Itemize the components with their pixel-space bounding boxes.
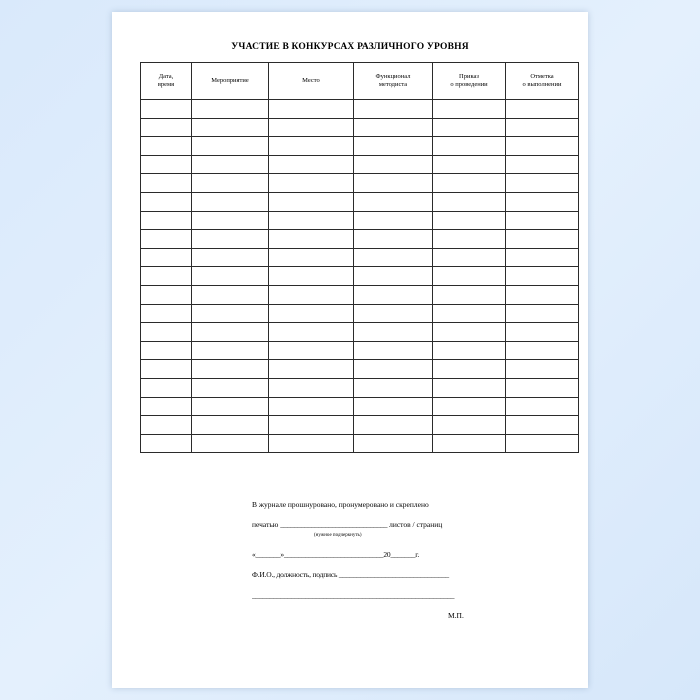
certification-seal-fill: _______________________________	[280, 520, 388, 530]
table-cell[interactable]	[354, 174, 433, 193]
table-cell[interactable]	[269, 155, 354, 174]
table-cell[interactable]	[354, 230, 433, 249]
table-cell[interactable]	[141, 211, 192, 230]
table-cell[interactable]	[506, 304, 579, 323]
table-row	[141, 360, 579, 379]
table-header	[141, 63, 579, 100]
table-cell[interactable]	[433, 100, 506, 119]
column-header-function-line1: Функционал	[375, 72, 411, 80]
table-cell[interactable]	[433, 304, 506, 323]
table-cell[interactable]	[192, 323, 269, 342]
table-cell[interactable]	[141, 230, 192, 249]
table-cell[interactable]	[192, 397, 269, 416]
table-cell[interactable]	[192, 192, 269, 211]
table-cell[interactable]	[506, 397, 579, 416]
table-row	[141, 100, 579, 119]
table-row	[141, 211, 579, 230]
table-row	[141, 341, 579, 360]
column-header-order-line1: Приказ	[459, 72, 479, 80]
table-cell[interactable]	[506, 285, 579, 304]
column-header-date-line1: Дата,	[158, 72, 174, 80]
table-cell[interactable]	[354, 248, 433, 267]
column-header-date	[141, 63, 192, 100]
table-row	[141, 267, 579, 286]
table-cell[interactable]	[192, 416, 269, 435]
table-cell[interactable]	[269, 323, 354, 342]
certification-signature-line: Ф.И.О., должность, подпись _______________________________	[252, 570, 449, 580]
table-cell[interactable]	[433, 397, 506, 416]
table-cell[interactable]	[192, 434, 269, 453]
certification-seal-label: печатью	[252, 520, 279, 530]
table-cell[interactable]	[141, 360, 192, 379]
stamp-placeholder: М.П.	[448, 610, 464, 620]
table-row	[141, 285, 579, 304]
table-header-row	[141, 63, 579, 100]
table-cell[interactable]	[433, 323, 506, 342]
document-page	[112, 12, 588, 688]
journal-table	[140, 62, 579, 453]
table-cell[interactable]	[141, 118, 192, 137]
table-row	[141, 397, 579, 416]
table-cell[interactable]	[269, 211, 354, 230]
table-cell[interactable]	[354, 118, 433, 137]
table-body	[141, 100, 579, 453]
certification-line-1: В журнале прошнуровано, пронумеровано и скреплено	[252, 500, 429, 509]
column-header-place	[269, 63, 354, 100]
table-cell[interactable]	[269, 174, 354, 193]
table-cell[interactable]	[433, 118, 506, 137]
table-cell[interactable]	[433, 211, 506, 230]
table-cell[interactable]	[506, 100, 579, 119]
table-cell[interactable]	[354, 304, 433, 323]
table-cell[interactable]	[192, 378, 269, 397]
table-cell[interactable]	[433, 378, 506, 397]
table-cell[interactable]	[192, 341, 269, 360]
table-cell[interactable]	[141, 416, 192, 435]
table-cell[interactable]	[269, 416, 354, 435]
table-cell[interactable]	[192, 155, 269, 174]
table-cell[interactable]	[269, 100, 354, 119]
certification-blank-line: _________________________________________________________	[252, 590, 455, 600]
table-cell[interactable]	[506, 118, 579, 137]
table-cell[interactable]	[506, 378, 579, 397]
table-row	[141, 118, 579, 137]
table-cell[interactable]	[433, 267, 506, 286]
table-cell[interactable]	[192, 285, 269, 304]
table-cell[interactable]	[354, 323, 433, 342]
table-row	[141, 304, 579, 323]
table-cell[interactable]	[192, 137, 269, 156]
table-cell[interactable]	[354, 211, 433, 230]
table-cell[interactable]	[506, 434, 579, 453]
column-header-place-line1: Место	[302, 76, 320, 84]
table-cell[interactable]	[433, 285, 506, 304]
table-cell[interactable]	[506, 230, 579, 249]
page-title: УЧАСТИЕ В КОНКУРСАХ РАЗЛИЧНОГО УРОВНЯ	[231, 42, 469, 52]
table-cell[interactable]	[433, 341, 506, 360]
table-cell[interactable]	[354, 100, 433, 119]
table-cell[interactable]	[192, 248, 269, 267]
column-header-order-line2: о проведении	[450, 81, 488, 88]
table-cell[interactable]	[433, 174, 506, 193]
table-cell[interactable]	[433, 416, 506, 435]
table-cell[interactable]	[433, 155, 506, 174]
table-cell[interactable]	[269, 378, 354, 397]
table-row	[141, 192, 579, 211]
table-row	[141, 323, 579, 342]
certification-date-line: «_______»____________________________20_______г.	[252, 550, 420, 559]
table-cell[interactable]	[141, 341, 192, 360]
column-header-date-line2: время	[157, 81, 175, 88]
table-row	[141, 416, 579, 435]
table-cell[interactable]	[354, 378, 433, 397]
column-header-function-line2: методиста	[378, 81, 408, 88]
table-cell[interactable]	[506, 416, 579, 435]
table-cell[interactable]	[433, 137, 506, 156]
certification-sheets-label: листов / страниц	[389, 520, 443, 530]
table-cell[interactable]	[141, 323, 192, 342]
table-cell[interactable]	[506, 248, 579, 267]
table-cell[interactable]	[506, 267, 579, 286]
table-row	[141, 230, 579, 249]
table-cell[interactable]	[354, 360, 433, 379]
table-cell[interactable]	[506, 360, 579, 379]
table-cell[interactable]	[141, 155, 192, 174]
table-cell[interactable]	[141, 174, 192, 193]
table-cell[interactable]	[354, 267, 433, 286]
table-row	[141, 174, 579, 193]
journal-table-container	[140, 62, 560, 453]
table-cell[interactable]	[141, 397, 192, 416]
table-cell[interactable]	[192, 118, 269, 137]
table-cell[interactable]	[269, 192, 354, 211]
table-cell[interactable]	[269, 137, 354, 156]
table-row	[141, 434, 579, 453]
column-header-event-line1: Мероприятие	[211, 76, 249, 84]
table-cell[interactable]	[141, 267, 192, 286]
table-row	[141, 137, 579, 156]
certification-line-2	[252, 519, 552, 530]
column-header-event	[192, 63, 269, 100]
table-cell[interactable]	[506, 192, 579, 211]
table-cell[interactable]	[141, 285, 192, 304]
table-cell[interactable]	[269, 285, 354, 304]
table-cell[interactable]	[269, 341, 354, 360]
table-cell[interactable]	[433, 434, 506, 453]
table-row	[141, 378, 579, 397]
table-cell[interactable]	[433, 360, 506, 379]
column-header-completion-line1: Отметка	[530, 72, 554, 80]
table-cell[interactable]	[192, 211, 269, 230]
table-cell[interactable]	[354, 285, 433, 304]
table-cell[interactable]	[354, 434, 433, 453]
table-cell[interactable]	[269, 360, 354, 379]
table-cell[interactable]	[354, 155, 433, 174]
table-cell[interactable]	[192, 267, 269, 286]
table-cell[interactable]	[269, 304, 354, 323]
table-cell[interactable]	[433, 192, 506, 211]
table-cell[interactable]	[192, 304, 269, 323]
table-cell[interactable]	[269, 397, 354, 416]
table-cell[interactable]	[192, 174, 269, 193]
certification-underline-hint: (нужное подчеркнуть)	[314, 532, 362, 538]
table-cell[interactable]	[141, 378, 192, 397]
table-cell[interactable]	[506, 211, 579, 230]
table-cell[interactable]	[506, 341, 579, 360]
column-header-function	[354, 63, 433, 100]
certification-block	[252, 499, 552, 621]
table-cell[interactable]	[141, 192, 192, 211]
table-cell[interactable]	[354, 137, 433, 156]
table-cell[interactable]	[192, 230, 269, 249]
table-cell[interactable]	[506, 155, 579, 174]
table-cell[interactable]	[269, 434, 354, 453]
table-cell[interactable]	[433, 230, 506, 249]
table-row	[141, 248, 579, 267]
table-cell[interactable]	[141, 137, 192, 156]
table-cell[interactable]	[354, 416, 433, 435]
table-cell[interactable]	[433, 248, 506, 267]
table-cell[interactable]	[506, 174, 579, 193]
table-cell[interactable]	[354, 341, 433, 360]
table-cell[interactable]	[506, 323, 579, 342]
table-cell[interactable]	[269, 230, 354, 249]
column-header-order	[433, 63, 506, 100]
table-cell[interactable]	[141, 434, 192, 453]
table-cell[interactable]	[269, 118, 354, 137]
column-header-completion	[506, 63, 579, 100]
table-cell[interactable]	[354, 192, 433, 211]
column-header-completion-line2: о выполнении	[522, 81, 562, 88]
table-cell[interactable]	[141, 248, 192, 267]
table-cell[interactable]	[141, 100, 192, 119]
table-cell[interactable]	[506, 137, 579, 156]
table-cell[interactable]	[192, 360, 269, 379]
table-cell[interactable]	[141, 304, 192, 323]
table-cell[interactable]	[354, 397, 433, 416]
table-cell[interactable]	[269, 267, 354, 286]
table-row	[141, 155, 579, 174]
table-cell[interactable]	[269, 248, 354, 267]
table-cell[interactable]	[192, 100, 269, 119]
